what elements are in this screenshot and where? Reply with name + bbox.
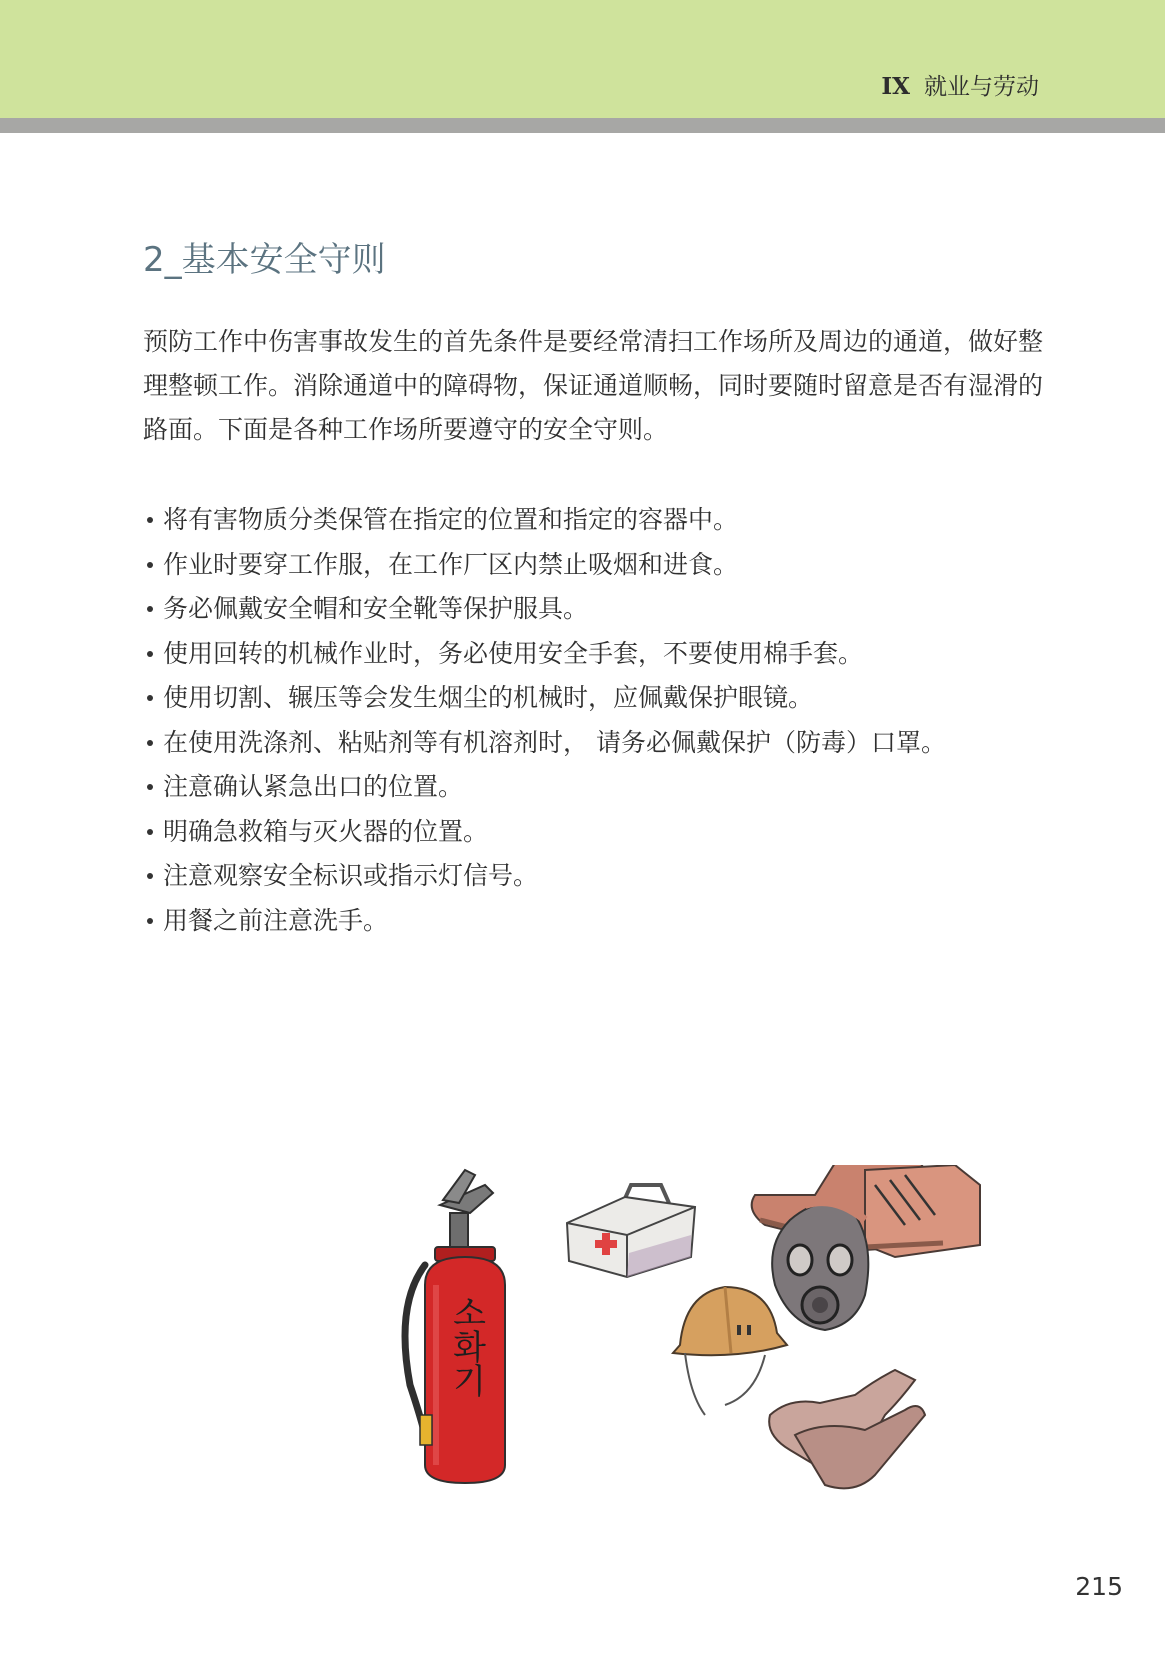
list-item: 务必佩戴安全帽和安全靴等保护服具。 [143,587,1063,632]
first-aid-kit-icon [567,1185,695,1277]
list-item: 在使用洗涤剂、粘贴剂等有机溶剂时， 请务必佩戴保护（防毒）口罩。 [143,721,1063,766]
list-item: 用餐之前注意洗手。 [143,899,1063,944]
list-item: 将有害物质分类保管在指定的位置和指定的容器中。 [143,498,1063,543]
list-item: 使用回转的机械作业时，务必使用安全手套，不要使用棉手套。 [143,632,1063,677]
bullet-icon [147,740,153,746]
safety-equipment-illustration [395,1165,1040,1525]
bullet-icon [147,784,153,790]
chapter-heading [881,68,1039,101]
list-item: 使用切割、辗压等会发生烟尘的机械时，应佩戴保护眼镜。 [143,676,1063,721]
extinguisher-label: 소화기 [446,1295,486,1397]
hard-hat-icon [673,1287,787,1415]
bullet-icon [147,517,153,523]
chapter-title: 就业与劳动 [924,74,1039,100]
fire-extinguisher-icon [405,1170,505,1483]
page-number: 215 [1075,1572,1123,1601]
bullet-icon [147,695,153,701]
section-title: 2_基本安全守则 [143,240,386,280]
bullet-icon [147,651,153,657]
chapter-number: IX [881,73,910,100]
safety-rules-list [143,498,1063,943]
bullet-icon [147,606,153,612]
list-item: 作业时要穿工作服，在工作厂区内禁止吸烟和进食。 [143,543,1063,588]
gloves-icon [769,1370,925,1488]
header-rule [0,118,1165,133]
bullet-icon [147,918,153,924]
bullet-icon [147,829,153,835]
intro-paragraph: 预防工作中伤害事故发生的首先条件是要经常清扫工作场所及周边的通道，做好整理整顿工作。消除通道中的障碍物，保证通道顺畅，同时要随时留意是否有湿滑的路面。下面是各种工作场所要遵守的安全守则。 [143,327,1044,444]
bullet-icon [147,562,153,568]
list-item: 注意观察安全标识或指示灯信号。 [143,854,1063,899]
list-item: 明确急救箱与灭火器的位置。 [143,810,1063,855]
bullet-icon [147,873,153,879]
list-item: 注意确认紧急出口的位置。 [143,765,1063,810]
